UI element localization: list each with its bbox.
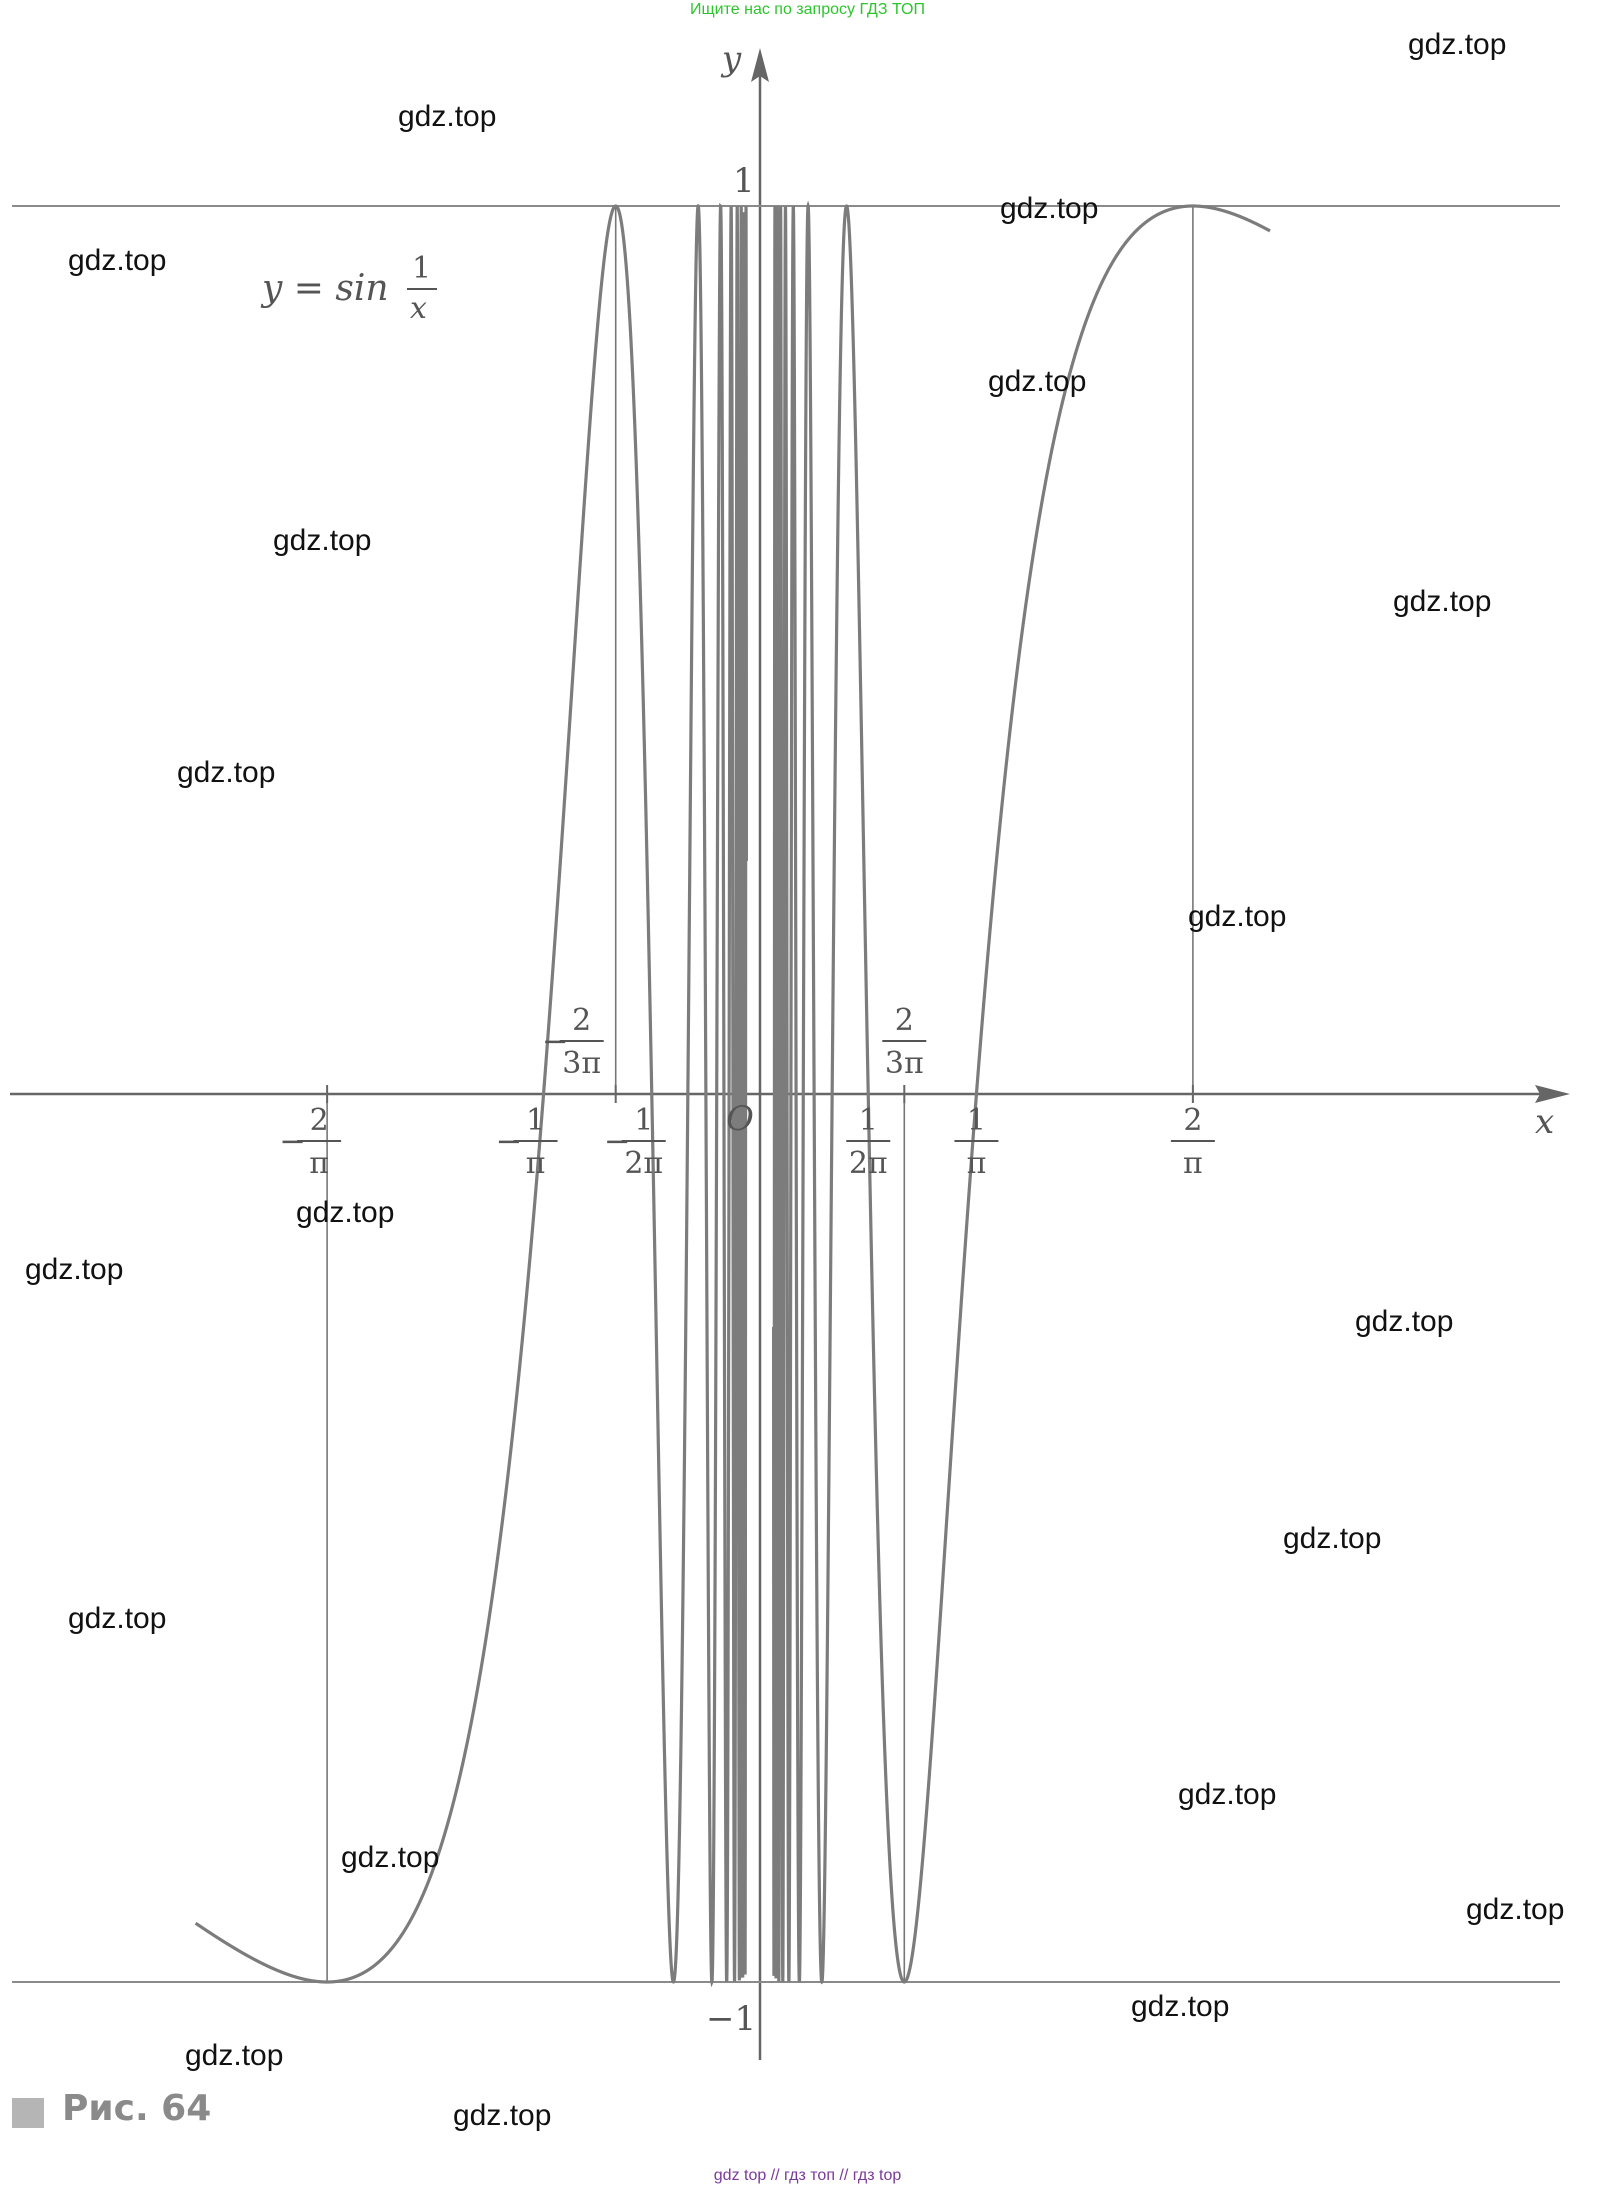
tick-num: 1: [966, 1103, 986, 1138]
tick-num: 2: [1183, 1103, 1203, 1138]
tick-den: 2π: [848, 1146, 888, 1181]
tick-sign: −: [495, 1122, 523, 1160]
x-axis-arrow: [1535, 1085, 1570, 1103]
tick-den: π: [1183, 1146, 1203, 1181]
watermark-text: gdz.top: [68, 244, 167, 277]
formula-num: 1: [412, 251, 432, 286]
origin-label: O: [726, 1099, 754, 1139]
watermark-text: gdz.top: [1283, 1522, 1382, 1555]
tick-den: 3π: [884, 1046, 924, 1081]
formula-lhs: y = sin: [262, 268, 389, 309]
tick-num: 1: [526, 1103, 546, 1138]
watermark-text: gdz.top: [1466, 1893, 1565, 1926]
watermark-text: gdz.top: [1178, 1778, 1277, 1811]
tick-num: 1: [858, 1103, 878, 1138]
bottom-banner: gdz top // гдз топ // гдз top: [713, 2167, 902, 2184]
formula-label: [260, 251, 437, 326]
watermark-text: gdz.top: [1408, 28, 1507, 61]
tick-num: 2: [894, 1003, 914, 1038]
x-tick-label: [604, 1103, 666, 1181]
watermark-text: gdz.top: [1188, 900, 1287, 933]
tick-num: 2: [309, 1103, 329, 1138]
watermark-text: gdz.top: [177, 756, 276, 789]
tick-den: π: [309, 1146, 329, 1181]
tick-sign: −: [541, 1022, 569, 1060]
watermark-text: gdz.top: [185, 2039, 284, 2072]
y-tick-label-1: 1: [733, 161, 755, 201]
x-tick-label: [279, 1103, 341, 1181]
watermark-text: gdz.top: [1355, 1305, 1454, 1338]
watermark-text: gdz.top: [988, 365, 1087, 398]
watermark-text: gdz.top: [273, 524, 372, 557]
watermark-text: gdz.top: [1393, 585, 1492, 618]
x-tick-label: [846, 1103, 890, 1181]
x-tick-label: [1171, 1103, 1215, 1181]
tick-den: π: [525, 1146, 546, 1181]
tick-den: π: [966, 1146, 987, 1181]
x-tick-label: [496, 1103, 558, 1181]
watermark-text: gdz.top: [1131, 1990, 1230, 2023]
tick-den: 2π: [624, 1146, 664, 1181]
tick-sign: −: [279, 1122, 306, 1160]
watermark-text: gdz.top: [341, 1841, 440, 1874]
watermark-text: gdz.top: [1000, 192, 1099, 225]
tick-den: 3π: [562, 1046, 602, 1081]
y-axis-label: y: [722, 39, 742, 79]
x-tick-label: [954, 1103, 998, 1181]
figure-caption: Рис. 64: [62, 2088, 212, 2129]
watermark-text: gdz.top: [453, 2099, 552, 2132]
formula-den: x: [410, 291, 427, 326]
figure-marker-square: [12, 2098, 44, 2128]
watermark-text: gdz.top: [398, 100, 497, 133]
watermark-text: gdz.top: [296, 1196, 395, 1229]
x-axis-label: x: [1535, 1102, 1555, 1142]
tick-num: 2: [572, 1003, 592, 1038]
tick-sign: −: [603, 1122, 631, 1160]
watermark-text: gdz.top: [25, 1253, 124, 1286]
tick-num: 1: [634, 1103, 654, 1138]
watermark-text: gdz.top: [68, 1602, 167, 1635]
top-banner: Ищите нас по запросу ГДЗ ТОП: [690, 1, 925, 18]
x-tick-label: [882, 1003, 926, 1081]
y-tick-label-minus-1: −1: [706, 1999, 757, 2039]
